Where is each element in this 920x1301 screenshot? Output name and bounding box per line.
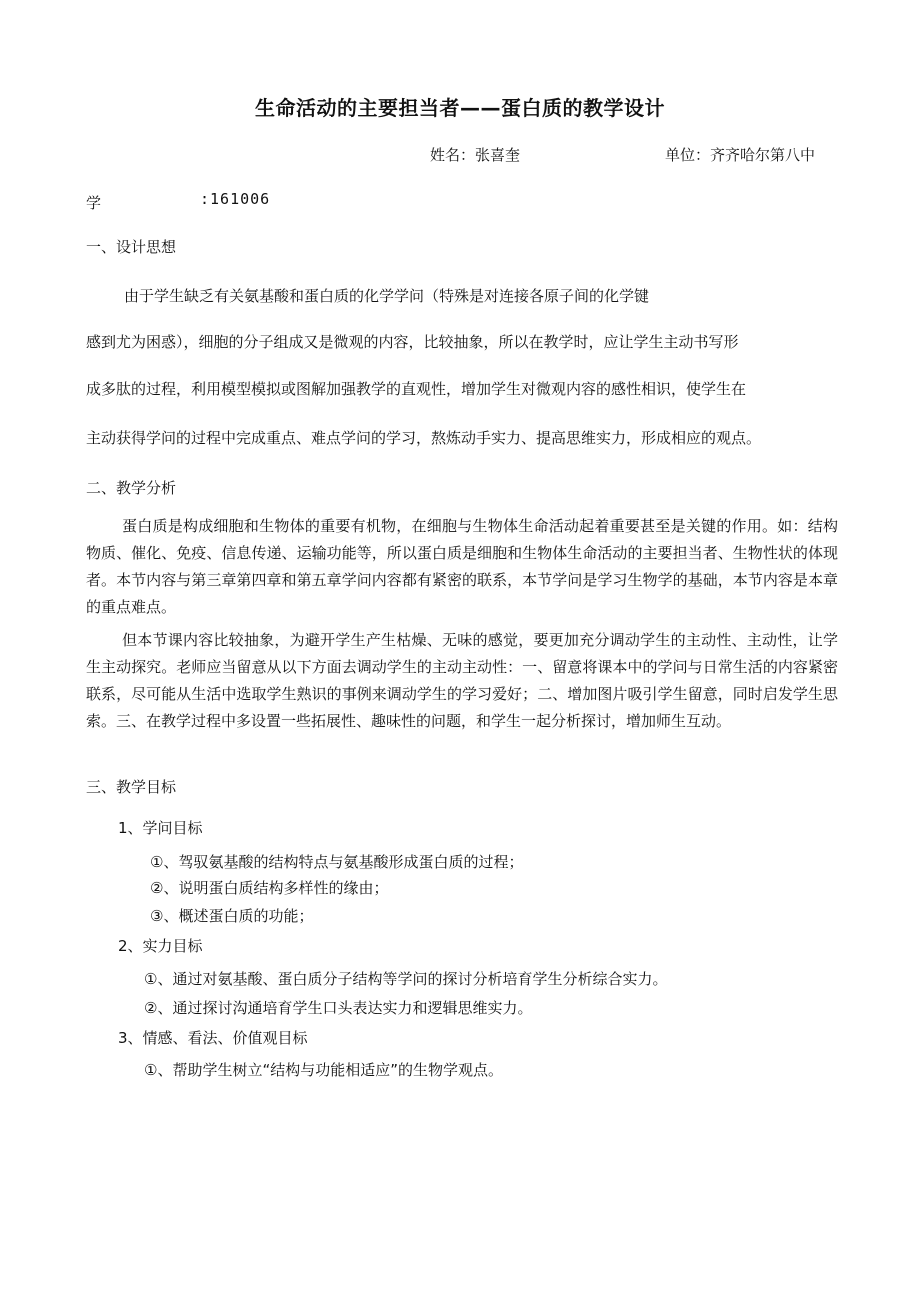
goal-item: ②、说明蛋白质结构多样性的缘由；: [150, 879, 389, 897]
goal-item: ①、帮助学生树立“结构与功能相适应”的生物学观点。: [144, 1061, 503, 1079]
goal-item: ①、通过对氨基酸、蛋白质分子结构等学问的探讨分析培育学生分析综合实力。: [144, 970, 668, 988]
goal-knowledge-label: 1、学问目标: [118, 819, 203, 837]
goal-ability-label: 2、实力目标: [118, 937, 203, 955]
analysis-paragraph-2: 但本节课内容比较抽象，为避开学生产生枯燥、无味的感觉，要更加充分调动学生的主动性、主动性，让学生主动探究。老师应当留意从以下方面去调动学生的主动主动性：一、留意将课本中的学问与日常生活的内容紧密联系，尽可能从生活中选取学生熟识的事例来调动学生的学习爱好；二、增加图片吸引学生留意，同时启发学生思索。三、在教学过程中多设置一些拓展性、趣味性的问题，和学生一起分析探讨，增加师生互动。: [86, 631, 838, 730]
goal-item: ③、概述蛋白质的功能；: [150, 907, 314, 925]
author-name: 姓名：张喜奎: [430, 146, 521, 164]
author-unit: 单位：齐齐哈尔第八中: [665, 146, 816, 164]
paragraph-line: 主动获得学问的过程中完成重点、难点学问的学习，熬炼动手实力、提高思维实力，形成相应的观点。: [86, 429, 762, 447]
analysis-paragraph-1: 蛋白质是构成细胞和生物体的重要有机物，在细胞与生物体生命活动起着重要甚至是关键的作用。如：结构物质、催化、免疫、信息传递、运输功能等，所以蛋白质是细胞和生物体生命活动的主要担当者、生物性状的体现者。本节内容与第三章第四章和第五章学问内容都有紧密的联系，本节学问是学习生物学的基础，本节内容是本章的重点难点。: [86, 517, 838, 616]
paragraph-line: 由于学生缺乏有关氨基酸和蛋白质的化学学问（特殊是对连接各原子间的化学键: [124, 287, 650, 305]
document-title: 生命活动的主要担当者——蛋白质的教学设计: [255, 96, 665, 120]
section-heading-teaching-goals: 三、教学目标: [86, 778, 177, 796]
section-heading-design-idea: 一、设计思想: [86, 238, 177, 256]
paragraph-line: 感到尤为困惑），细胞的分子组成又是微观的内容，比较抽象，所以在教学时，应让学生主动书写形: [86, 333, 739, 351]
paragraph-line: 成多肽的过程，利用模型模拟或图解加强教学的直观性，增加学生对微观内容的感性相识，使学生在: [86, 380, 747, 398]
section-heading-teaching-analysis: 二、教学分析: [86, 479, 177, 497]
student-id-label: 学: [86, 194, 102, 212]
goal-emotion-label: 3、情感、看法、价值观目标: [118, 1029, 308, 1047]
goal-item: ①、驾驭氨基酸的结构特点与氨基酸形成蛋白质的过程；: [150, 853, 524, 871]
goal-item: ②、通过探讨沟通培育学生口头表达实力和逻辑思维实力。: [144, 999, 533, 1017]
student-id-value: :161006: [200, 190, 271, 208]
